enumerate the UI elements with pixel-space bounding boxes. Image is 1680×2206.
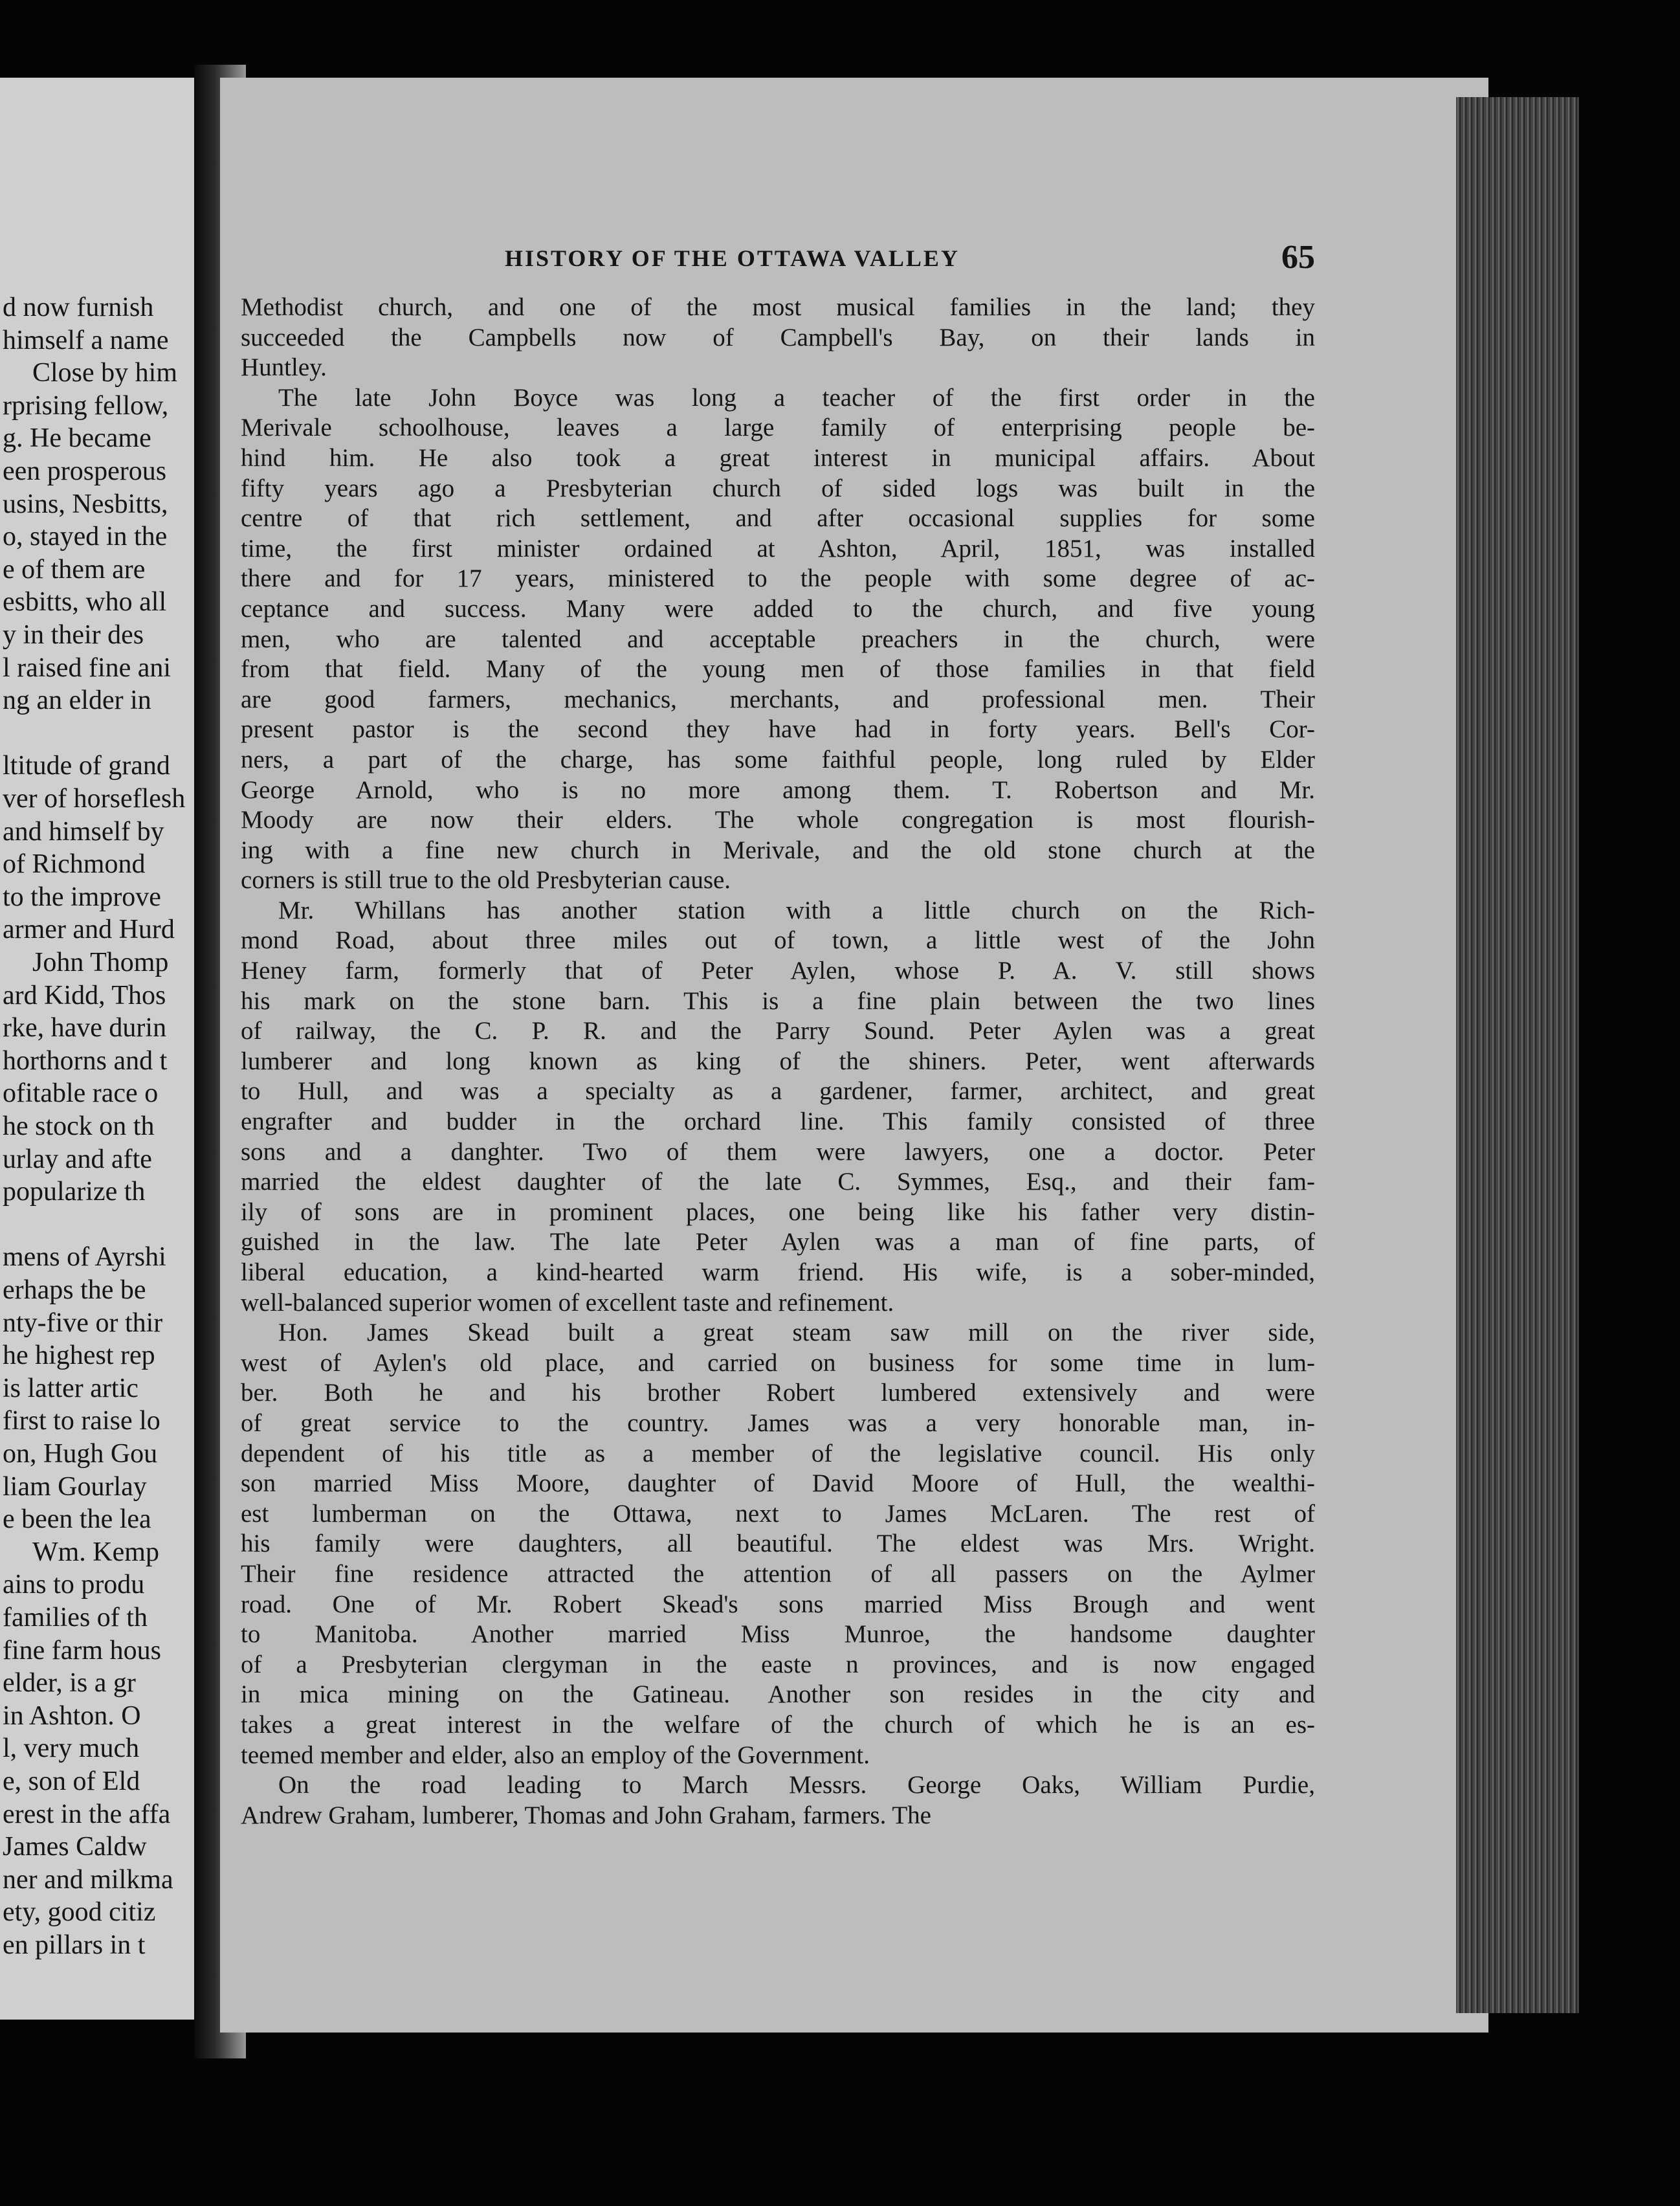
left-page-line: and himself by xyxy=(3,816,164,847)
text-line: there and for 17 years, ministered to the people with some degree of ac- xyxy=(241,564,1315,593)
left-page-line: armer and Hurd xyxy=(3,915,175,945)
left-page-line: of Richmond xyxy=(3,849,146,880)
left-page-line: liam Gourlay xyxy=(3,1471,147,1502)
text-line: road. One of Mr. Robert Skead's sons married Miss Brough and went xyxy=(241,1590,1315,1618)
left-page-line: e been the lea xyxy=(3,1504,151,1535)
text-line: takes a great interest in the welfare of the church of which he is an es- xyxy=(241,1710,1315,1739)
left-page-line: ofitable race o xyxy=(3,1078,159,1109)
text-line: Merivale schoolhouse, leaves a large family of enterprising people be- xyxy=(241,414,1315,442)
page-number: 65 xyxy=(1281,239,1315,276)
page-edges xyxy=(1456,97,1579,2013)
left-page-line: esbitts, who all xyxy=(3,587,167,618)
text-line: son married Miss Moore, daughter of David Moore of Hull, the wealthi- xyxy=(241,1469,1315,1498)
left-page-line: erest in the affa xyxy=(3,1799,171,1829)
text-line: The late John Boyce was long a teacher of the first order in the xyxy=(278,383,1315,412)
left-page-line: James Caldw xyxy=(3,1832,147,1862)
text-line: present pastor is the second they have had in forty years. Bell's Cor- xyxy=(241,715,1315,744)
left-page-line: he stock on th xyxy=(3,1111,155,1141)
body-text xyxy=(241,293,1315,1831)
left-page-line: e of them are xyxy=(3,554,146,585)
text-line: ners, a part of the charge, has some faithful people, long ruled by Elder xyxy=(241,745,1315,774)
text-line: teemed member and elder, also an employ of the Government. xyxy=(241,1741,870,1769)
left-page-line: horthorns and t xyxy=(3,1045,168,1076)
text-line: sons and a danghter. Two of them were lawyers, one a doctor. Peter xyxy=(241,1137,1315,1166)
left-page-line: fine farm hous xyxy=(3,1635,161,1666)
left-page-line: rke, have durin xyxy=(3,1013,167,1043)
text-line: are good farmers, mechanics, merchants, and professional men. Their xyxy=(241,685,1315,713)
text-line: guished in the law. The late Peter Aylen was a man of fine parts, of xyxy=(241,1228,1315,1256)
text-line: well-balanced superior women of excellent taste and refinement. xyxy=(241,1288,894,1317)
left-page-line: y in their des xyxy=(3,620,144,650)
text-line: men, who are talented and acceptable preachers in the church, were xyxy=(241,625,1315,653)
left-page-line: ard Kidd, Thos xyxy=(3,980,166,1010)
left-page-line: urlay and afte xyxy=(3,1144,152,1174)
text-line: lumberer and long known as king of the shiners. Peter, went afterwards xyxy=(241,1047,1315,1075)
left-page-line: een prosperous xyxy=(3,456,167,486)
left-page-line: on, Hugh Gou xyxy=(3,1439,158,1469)
left-facing-page xyxy=(0,78,194,2020)
text-line: Andrew Graham, lumberer, Thomas and John Graham, farmers. The xyxy=(241,1801,931,1829)
text-line: to Manitoba. Another married Miss Munroe, the handsome daughter xyxy=(241,1620,1315,1649)
text-line: est lumberman on the Ottawa, next to James McLaren. The rest of xyxy=(241,1499,1315,1528)
text-line: Methodist church, and one of the most musical families in the land; they xyxy=(241,293,1315,321)
left-page-line: he highest rep xyxy=(3,1341,155,1371)
left-page-line: usins, Nesbitts, xyxy=(3,489,168,519)
text-line: Mr. Whillans has another station with a little church on the Rich- xyxy=(278,896,1315,924)
left-page-line: John Thomp xyxy=(32,948,169,977)
page-header xyxy=(505,239,1333,277)
text-line: centre of that rich settlement, and after occasional supplies for some xyxy=(241,504,1315,533)
text-line: engrafter and budder in the orchard line. This family consisted of three xyxy=(241,1108,1315,1136)
text-line: his mark on the stone barn. This is a fine plain between the two lines xyxy=(241,986,1315,1015)
text-line: ceptance and success. Many were added to the church, and five young xyxy=(241,594,1315,623)
left-page-line: first to raise lo xyxy=(3,1406,160,1436)
left-page-line: erhaps the be xyxy=(3,1275,146,1305)
left-page-line: is latter artic xyxy=(3,1373,138,1403)
text-line: mond Road, about three miles out of town, a little west of the John xyxy=(241,926,1315,955)
left-page-line: families of th xyxy=(3,1603,148,1632)
left-page-line: o, stayed in the xyxy=(3,522,168,552)
left-page-line: ng an elder in xyxy=(3,685,151,716)
text-line: in mica mining on the Gatineau. Another son resides in the city and xyxy=(241,1680,1315,1709)
left-page-line: en pillars in t xyxy=(3,1930,146,1960)
left-page-line: popularize th xyxy=(3,1177,146,1207)
left-page-line: d now furnish xyxy=(3,293,154,322)
left-page-line: elder, is a gr xyxy=(3,1668,136,1699)
left-page-line: Wm. Kemp xyxy=(32,1537,159,1567)
left-page-line: ains to produ xyxy=(3,1570,145,1600)
left-page-line: e, son of Eld xyxy=(3,1766,140,1796)
left-page-line: g. He became xyxy=(3,423,151,454)
text-line: dependent of his title as a member of the legislative council. His only xyxy=(241,1439,1315,1467)
left-page-line: ltitude of grand xyxy=(3,751,170,781)
left-page-line: to the improve xyxy=(3,882,161,912)
text-line: ber. Both he and his brother Robert lumbered extensively and were xyxy=(241,1379,1315,1407)
text-line: west of Aylen's old place, and carried on business for some time in lum- xyxy=(241,1348,1315,1377)
text-line: ing with a fine new church in Merivale, and the old stone church at the xyxy=(241,836,1315,864)
left-page-line: ety, good citiz xyxy=(3,1897,156,1928)
text-line: married the eldest daughter of the late C. Symmes, Esq., and their fam- xyxy=(241,1168,1315,1196)
text-line: time, the first minister ordained at Ashton, April, 1851, was installed xyxy=(241,534,1315,563)
text-line: of a Presbyterian clergyman in the easte n provinces, and is now engaged xyxy=(241,1650,1315,1678)
text-line: ily of sons are in prominent places, one being like his father very distin- xyxy=(241,1198,1315,1226)
left-page-line: in Ashton. O xyxy=(3,1700,141,1731)
left-page-line: mens of Ayrshi xyxy=(3,1242,166,1273)
text-line: fifty years ago a Presbyterian church of sided logs was built in the xyxy=(241,474,1315,502)
left-page-line: l, very much xyxy=(3,1733,140,1764)
text-line: Hon. James Skead built a great steam saw mill on the river side, xyxy=(278,1319,1315,1347)
text-line: his family were daughters, all beautiful. The eldest was Mrs. Wright. xyxy=(241,1530,1315,1558)
text-line: On the road leading to March Messrs. George Oaks, William Purdie, xyxy=(278,1771,1315,1799)
left-page-line: himself a name xyxy=(3,325,169,355)
running-head: HISTORY OF THE OTTAWA VALLEY xyxy=(505,245,960,271)
left-page-line: Close by him xyxy=(32,358,178,388)
left-page-line: l raised fine ani xyxy=(3,652,171,683)
text-line: Their fine residence attracted the attention of all passers on the Aylmer xyxy=(241,1559,1315,1588)
text-line: hind him. He also took a great interest in municipal affairs. About xyxy=(241,443,1315,472)
text-line: succeeded the Campbells now of Campbell's Bay, on their lands in xyxy=(241,323,1315,351)
text-line: Heney farm, formerly that of Peter Aylen, whose P. A. V. still shows xyxy=(241,957,1315,985)
text-line: of great service to the country. James was a very honorable man, in- xyxy=(241,1409,1315,1437)
left-page-line: ner and milkma xyxy=(3,1864,173,1895)
text-line: Moody are now their elders. The whole congregation is most flourish- xyxy=(241,806,1315,834)
text-line: Huntley. xyxy=(241,353,327,382)
text-line: of railway, the C. P. R. and the Parry Sound. Peter Aylen was a great xyxy=(241,1017,1315,1045)
text-line: corners is still true to the old Presbyterian cause. xyxy=(241,866,731,895)
text-line: to Hull, and was a specialty as a gardener, farmer, architect, and great xyxy=(241,1077,1315,1106)
left-page-line: rprising fellow, xyxy=(3,390,169,421)
text-line: George Arnold, who is no more among them. T. Robertson and Mr. xyxy=(241,775,1315,804)
text-line: from that field. Many of the young men of those families in that field xyxy=(241,655,1315,684)
text-line: liberal education, a kind-hearted warm friend. His wife, is a sober-minded, xyxy=(241,1258,1315,1286)
left-page-line: nty-five or thir xyxy=(3,1308,163,1338)
left-page-line: ver of horseflesh xyxy=(3,784,186,814)
